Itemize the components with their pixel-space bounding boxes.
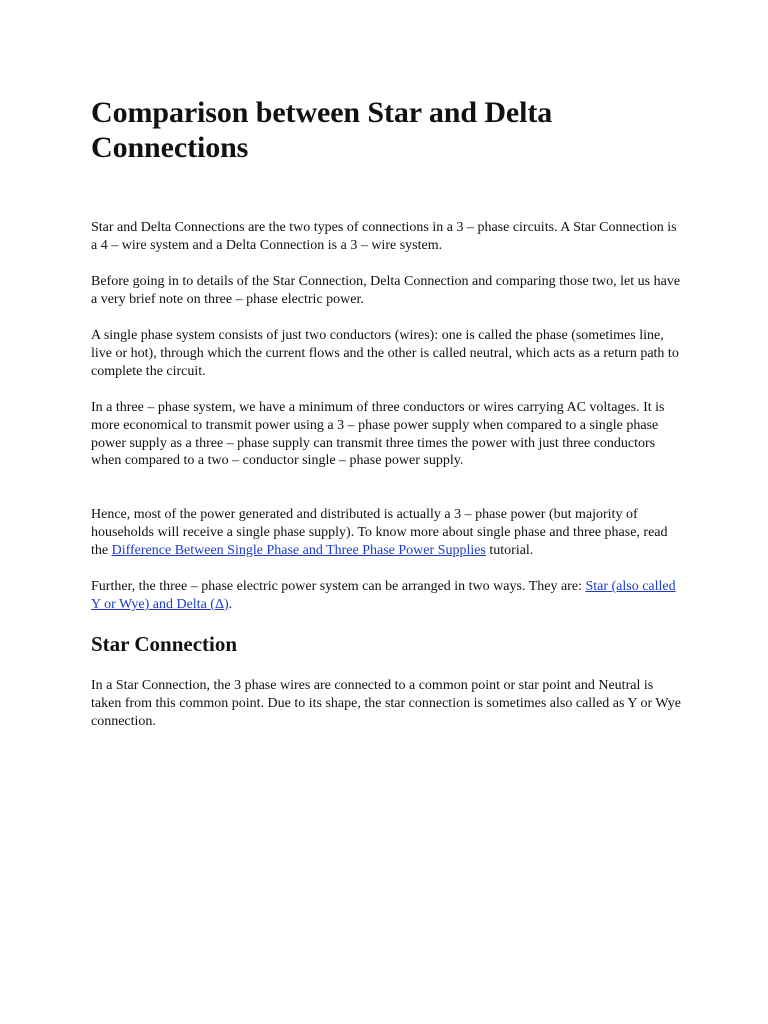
- distribution-text-end: tutorial.: [485, 542, 534, 558]
- intro-paragraph: Star and Delta Connections are the two types of connections in a 3 – phase circuits. A Star Connection is a 4 – wire system and a Delta Connection is a 3 – wire system.: [91, 220, 677, 253]
- distribution-text: Hence, most of the power generated and distributed is actually a 3 – phase power (but majority of households will receive a single phase supply). To know more about single phase and three phase, read the: [91, 507, 668, 558]
- star-connection-paragraph: In a Star Connection, the 3 phase wires are connected to a common point or star point and Neutral is taken from this common point. Due to its shape, the star connection is sometimes also called as Y or Wye connection.: [91, 678, 682, 729]
- three-phase-paragraph: In a three – phase system, we have a minimum of three conductors or wires carrying AC voltages. It is more economical to transmit power using a 3 – phase power supply when compared to a single phase power supply as a three – phase supply can transmit three times the power with just three conductors when compared to a two – conductor single – phase power supply.: [91, 400, 665, 469]
- single-phase-paragraph: A single phase system consists of just two conductors (wires): one is called the phase (sometimes line, live or hot), through which the current flows and the other is called neutral, which acts as a return path to complete the circuit.: [91, 328, 679, 379]
- overview-paragraph: Before going in to details of the Star Connection, Delta Connection and comparing those two, let us have a very brief note on three – phase electric power.: [91, 274, 681, 307]
- section-heading-star: Star Connection: [91, 632, 238, 656]
- arrangement-text-end: .: [228, 596, 233, 612]
- distribution-paragraph: [91, 506, 686, 559]
- page-title: Comparison between Star and Delta Connections: [91, 96, 553, 164]
- arrangement-paragraph: [91, 578, 686, 614]
- arrangement-text: Further, the three – phase electric power system can be arranged in two ways. They are:: [91, 579, 586, 594]
- star-delta-link[interactable]: Star (also called Y or Wye) and Delta (Δ): [91, 579, 676, 612]
- phase-difference-link[interactable]: Difference Between Single Phase and Three Phase Power Supplies: [111, 542, 486, 558]
